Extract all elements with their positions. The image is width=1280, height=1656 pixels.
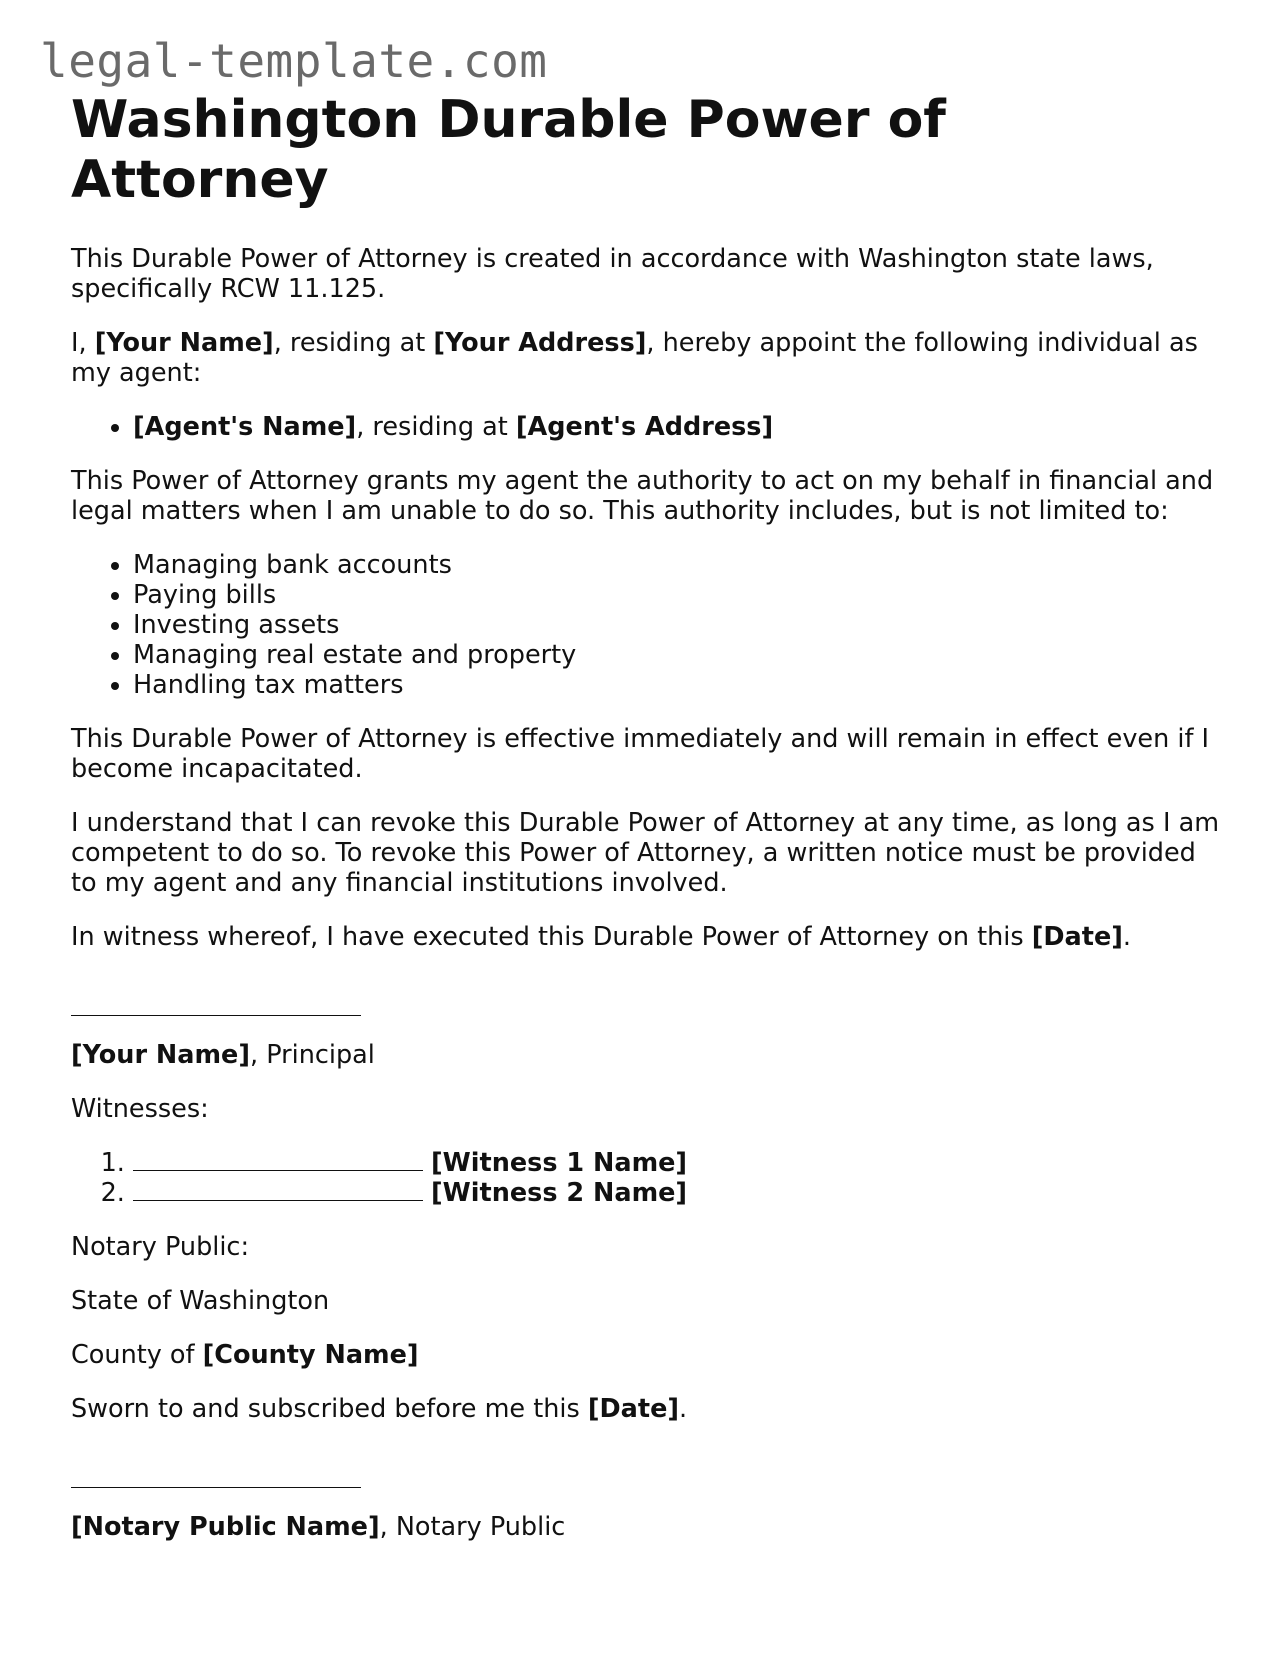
principal-name-placeholder: [Your Name] — [71, 1040, 250, 1070]
revoke-paragraph: I understand that I can revoke this Durable Power of Attorney at any time, as long as I am competent to do so. To revoke this Power of Attorney, a written notice must be provided to my agent and any financial institutions involved. — [71, 808, 1220, 898]
notary-name-placeholder: [Notary Public Name] — [71, 1512, 380, 1542]
county-prefix: County of — [71, 1340, 203, 1370]
state-line: State of Washington — [71, 1286, 330, 1316]
principal-signature-line[interactable] — [71, 976, 1221, 1016]
watermark-logo: legal-template.com — [40, 34, 548, 88]
list-item: • Paying bills — [133, 580, 1221, 610]
principal-label — [71, 1040, 1221, 1070]
appointment-text-2: , residing at — [273, 328, 434, 358]
appointment-text-3: , hereby appoint the following individual as my agent: — [71, 328, 1198, 388]
agent-list — [71, 412, 1221, 442]
sworn-line — [71, 1394, 1221, 1424]
notary-label-line — [71, 1512, 1221, 1542]
page-title: Washington Durable Power of Attorney — [71, 90, 946, 210]
witness-clause-end: . — [1122, 922, 1132, 952]
date-placeholder: [Date] — [1031, 922, 1123, 952]
signature-line — [71, 1486, 361, 1488]
intro-paragraph: This Durable Power of Attorney is created in accordance with Washington state laws, specifically RCW 11.125. — [71, 244, 1154, 304]
principal-role: , Principal — [249, 1040, 375, 1070]
list-item: • Investing assets — [133, 610, 1221, 640]
signature-line — [71, 1014, 361, 1016]
list-item: • Managing real estate and property — [133, 640, 1221, 670]
powers-list — [71, 550, 1221, 700]
sworn-text: Sworn to and subscribed before me this — [71, 1394, 588, 1424]
your-address-placeholder: [Your Address] — [433, 328, 647, 358]
witnesses-list — [71, 1148, 1221, 1208]
notary-signature-line[interactable] — [71, 1448, 1221, 1488]
witness-clause — [71, 922, 1221, 952]
authority-paragraph: This Power of Attorney grants my agent the authority to act on my behalf in financial and legal matters when I am unable to do so. This authority includes, but is not limited to: — [71, 466, 1214, 526]
your-name-placeholder: [Your Name] — [94, 328, 274, 358]
appointment-text-1: I, — [71, 328, 95, 358]
witness-1-name-placeholder: [Witness 1 Name] — [431, 1148, 688, 1178]
notary-label: Notary Public: — [71, 1232, 250, 1262]
agent-name-placeholder: [Agent's Name] — [133, 412, 357, 442]
document-page — [71, 90, 1221, 1566]
list-item: • Handling tax matters — [133, 670, 1221, 700]
witness-item — [133, 1148, 1221, 1178]
notary-role: , Notary Public — [379, 1512, 566, 1542]
county-name-placeholder: [County Name] — [202, 1340, 419, 1370]
witness-2-signature-line[interactable] — [133, 1178, 423, 1201]
list-item: • Managing bank accounts — [133, 550, 1221, 580]
effective-paragraph: This Durable Power of Attorney is effective immediately and will remain in effect even if I become incapacitated. — [71, 724, 1210, 784]
witness-item — [133, 1178, 1221, 1208]
agent-item — [133, 412, 1221, 442]
witnesses-label: Witnesses: — [71, 1094, 209, 1124]
witness-1-signature-line[interactable] — [133, 1148, 423, 1171]
agent-residing-text: , residing at — [356, 412, 516, 442]
agent-address-placeholder: [Agent's Address] — [515, 412, 774, 442]
sworn-date-placeholder: [Date] — [587, 1394, 680, 1424]
appointment-paragraph — [71, 328, 1221, 388]
witness-2-name-placeholder: [Witness 2 Name] — [431, 1178, 688, 1208]
county-line — [71, 1340, 1221, 1370]
sworn-end: . — [679, 1394, 688, 1424]
witness-clause-text: In witness whereof, I have executed this Durable Power of Attorney on this — [71, 922, 1032, 952]
